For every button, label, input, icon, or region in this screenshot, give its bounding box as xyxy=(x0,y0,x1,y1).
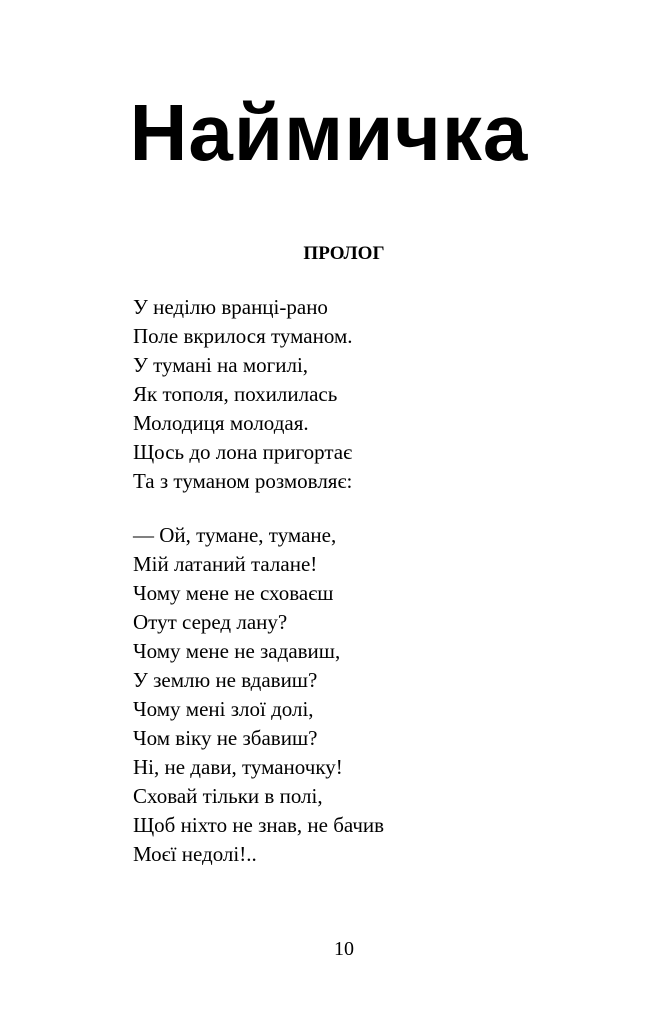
stanza-2 xyxy=(133,521,384,869)
poem-line: — Ой, тумане, тумане, xyxy=(133,523,337,547)
poem-line: Молодиця молодая. xyxy=(133,411,309,435)
poem-line: Щось до лона пригортає xyxy=(133,440,353,464)
page-number: 10 xyxy=(334,938,354,960)
stanza-1 xyxy=(133,293,353,496)
poem-line: Чому мене не задавиш, xyxy=(133,639,341,663)
poem-line: Ні, не дави, туманочку! xyxy=(133,755,343,779)
poem-line: У землю не вдавиш? xyxy=(133,668,318,692)
poem-line: Чому мені злої долі, xyxy=(133,697,314,721)
poem-line: Поле вкрилося туманом. xyxy=(133,324,353,348)
poem-line: Щоб ніхто не знав, не бачив xyxy=(133,813,385,837)
poem-line: У тумані на могилі, xyxy=(133,353,309,377)
poem-line: Моєї недолі!.. xyxy=(133,842,257,866)
poem-line: Чому мене не сховаєш xyxy=(133,581,334,605)
poem-title: Наймичка xyxy=(129,88,529,177)
section-heading: ПРОЛОГ xyxy=(303,243,385,264)
poem-line: Як тополя, похилилась xyxy=(133,382,338,406)
poem-line: Та з туманом розмовляє: xyxy=(133,469,353,493)
poem-line: У неділю вранці-рано xyxy=(133,295,328,319)
poem-line: Отут серед лану? xyxy=(133,610,288,634)
poem-line: Сховай тільки в полі, xyxy=(133,784,323,808)
poem-line: Чом віку не збавиш? xyxy=(133,726,318,750)
poem-line: Мій латаний талане! xyxy=(133,552,318,576)
